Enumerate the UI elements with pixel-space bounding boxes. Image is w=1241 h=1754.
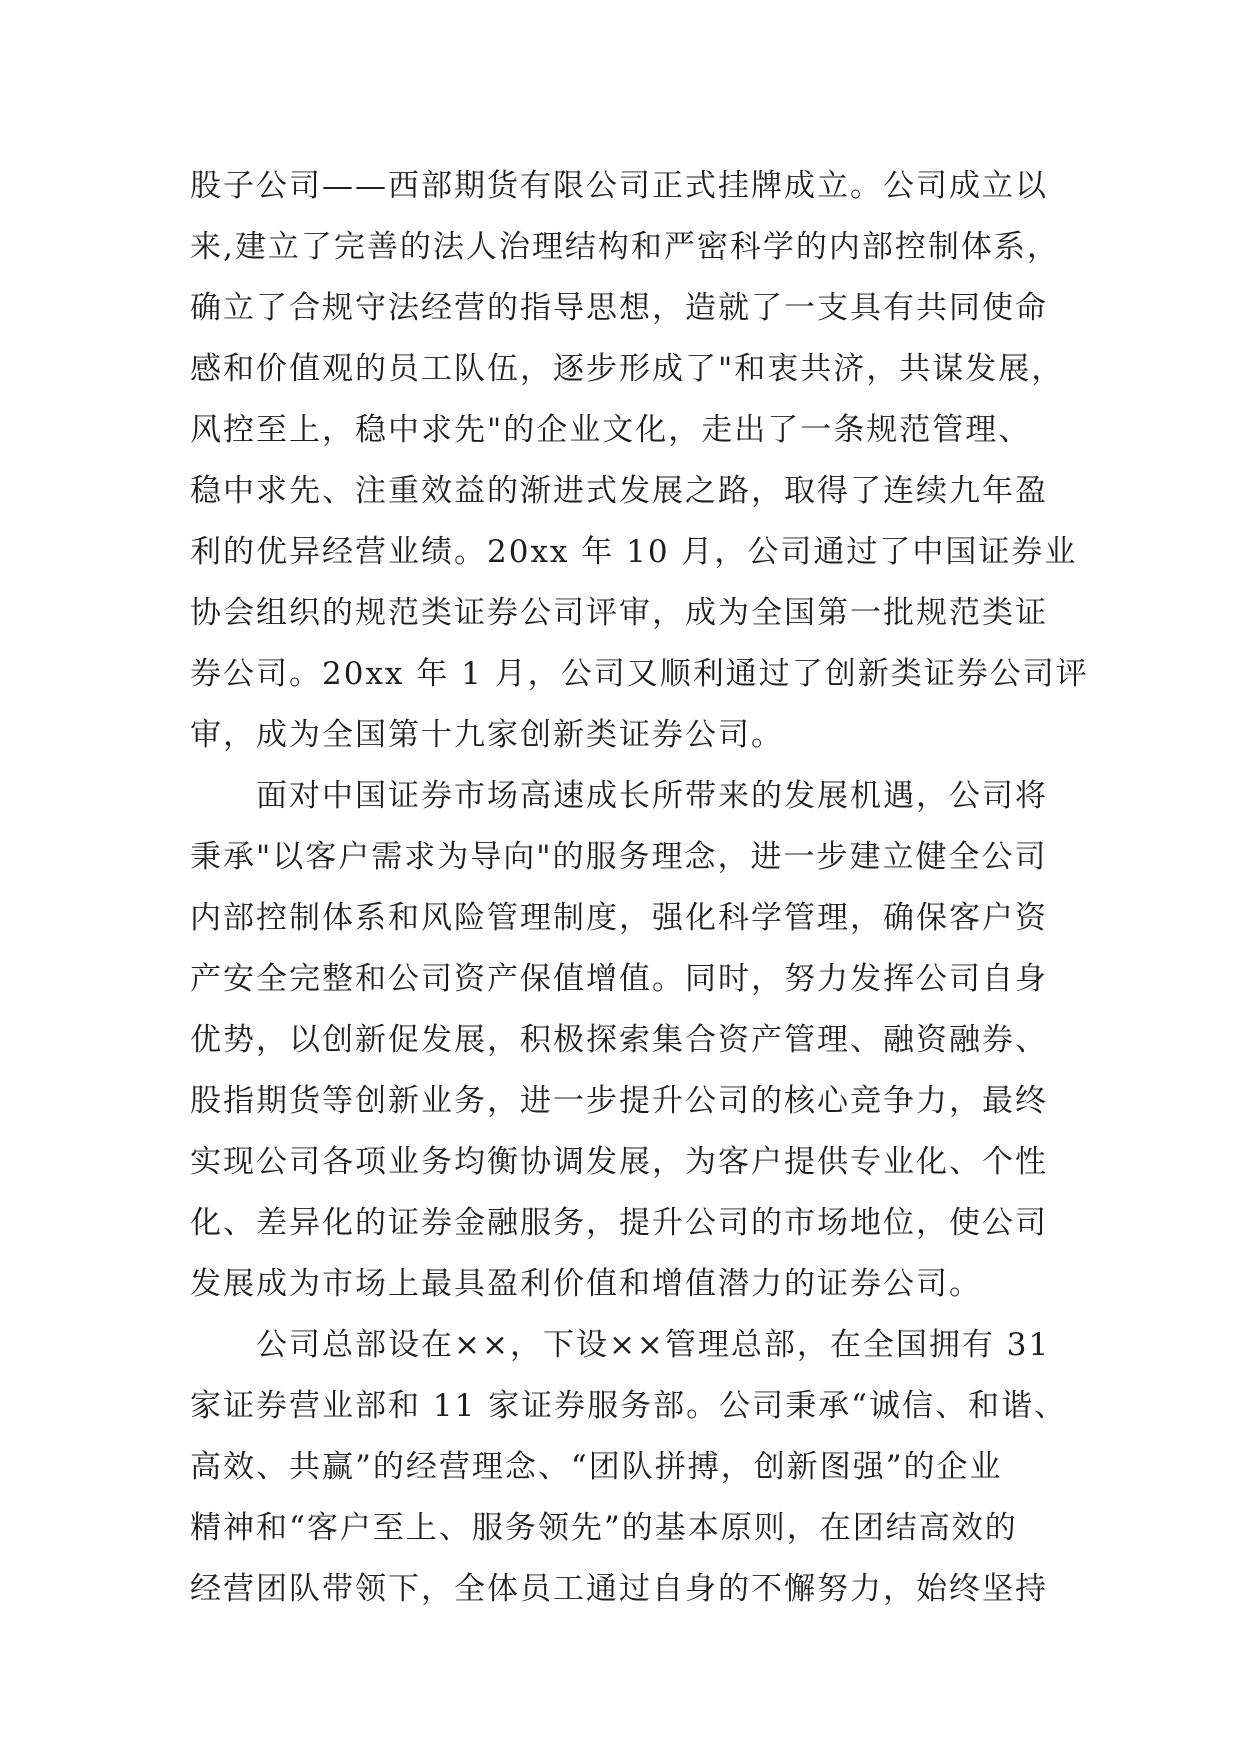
text-line: 高效、共赢”的经营理念、“团队拼搏，创新图强”的企业 [190, 1449, 1003, 1485]
text-line: 实现公司各项业务均衡协调发展，为客户提供专业化、个性 [190, 1144, 1048, 1180]
text-line: 股指期货等创新业务，进一步提升公司的核心竞争力，最终 [190, 1083, 1048, 1119]
text-line: 来,建立了完善的法人治理结构和严密科学的内部控制体系， [190, 229, 1060, 265]
text-line: 风控至上，稳中求先"的企业文化，走出了一条规范管理、 [190, 412, 1032, 448]
text-line: 审，成为全国第十九家创新类证券公司。 [190, 717, 784, 753]
text-line: 利的优异经营业绩。20xx 年 10 月，公司通过了中国证券业 [190, 534, 1078, 570]
text-line: 面对中国证券市场高速成长所带来的发展机遇，公司将 [190, 778, 1048, 814]
text-line: 家证券营业部和 11 家证券服务部。公司秉承“诚信、和谐、 [190, 1388, 1067, 1424]
document-body [190, 156, 1090, 1620]
text-line: 精神和“客户至上、服务领先”的基本原则，在团结高效的 [190, 1510, 1018, 1546]
text-line: 股子公司——西部期货有限公司正式挂牌成立。公司成立以 [190, 168, 1048, 204]
text-line: 协会组织的规范类证券公司评审，成为全国第一批规范类证 [190, 595, 1048, 631]
text-line: 优势，以创新促发展，积极探索集合资产管理、融资融券、 [190, 1022, 1048, 1058]
text-line: 秉承"以客户需求为导向"的服务理念，进一步建立健全公司 [190, 839, 1048, 875]
text-line: 感和价值观的员工队伍，逐步形成了"和衷共济，共谋发展， [190, 351, 1065, 387]
text-line: 经营团队带领下，全体员工通过自身的不懈努力，始终坚持 [190, 1571, 1048, 1607]
text-line: 发展成为市场上最具盈利价值和增值潜力的证券公司。 [190, 1266, 982, 1302]
text-line: 稳中求先、注重效益的渐进式发展之路，取得了连续九年盈 [190, 473, 1048, 509]
text-line: 内部控制体系和风险管理制度，强化科学管理，确保客户资 [190, 900, 1048, 936]
text-line: 化、差异化的证券金融服务，提升公司的市场地位，使公司 [190, 1205, 1048, 1241]
text-line: 产安全完整和公司资产保值增值。同时，努力发挥公司自身 [190, 961, 1048, 997]
text-line: 券公司。20xx 年 1 月，公司又顺利通过了创新类证券公司评 [190, 656, 1089, 692]
text-line: 确立了合规守法经营的指导思想，造就了一支具有共同使命 [190, 290, 1048, 326]
text-line: 公司总部设在××，下设××管理总部，在全国拥有 31 [190, 1327, 1051, 1363]
